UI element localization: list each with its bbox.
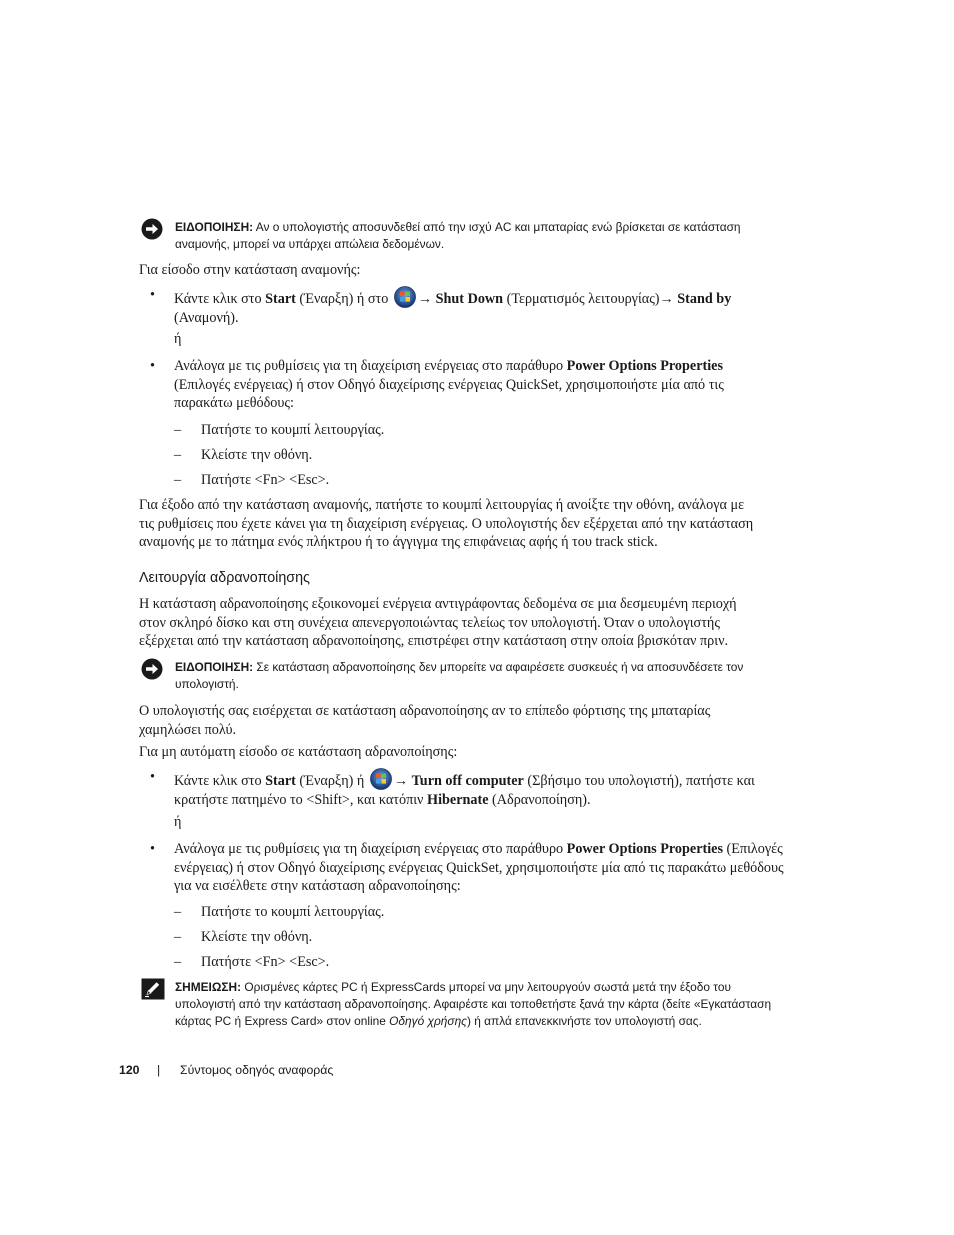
dash: –	[174, 954, 182, 970]
notice-icon	[141, 218, 163, 240]
page-number: 120	[119, 1063, 140, 1077]
note-label: ΣΗΜΕΙΩΣΗ:	[175, 980, 242, 994]
dash: –	[174, 904, 182, 920]
note-pencil-icon	[141, 978, 165, 1000]
standby-bullet-start: Κάντε κλικ στο Start (Έναρξη) ή στο → Shut Down (Τερματισμός λειτουργίας)→ Stand by (Αναμονή).	[174, 286, 824, 327]
or-text: ή	[174, 814, 182, 830]
footer-title: Σύντομος οδηγός αναφοράς	[180, 1063, 334, 1077]
bullet: •	[150, 358, 155, 374]
dash: –	[174, 929, 182, 945]
standby-intro: Για είσοδο στην κατάσταση αναμονής:	[139, 262, 361, 278]
hibernate-bullet-start: Κάντε κλικ στο Start (Έναρξη) ή → Turn off computer (Σβήσιμο του υπολογιστή), πατήστε και κρατήστε πατημένο το <Shift>, και κατόπιν Hibernate (Αδρανοποίηση).	[174, 768, 824, 809]
notice-standby: ΕΙΔΟΠΟΙΗΣΗ: Αν ο υπολογιστής αποσυνδεθεί από την ισχύ AC και μπαταρίας ενώ βρίσκεται σε κατάσταση αναμονής, μπορεί να υπάρχει απώλεια δεδομένων.	[175, 220, 741, 251]
battery-paragraph: Ο υπολογιστής σας εισέρχεται σε κατάσταση αδρανοποίησης αν το επίπεδο φόρτισης της μπαταρίας χαμηλώσει πολύ.	[139, 703, 711, 738]
hibernate-paragraph: Η κατάσταση αδρανοποίησης εξοικονομεί ενέργεια αντιγράφοντας δεδομένα σε μια δεσμευμένη περιοχή στον σκληρό δίσκο και στη συνέχεια απενεργοποιώντας τελείως τον υπολογιστή. Όταν ο υπολογιστής εξέρχεται από την κατάσταση αδρανοποίησης, επιστρέφει στην κατάσταση στην οποία βρισκόταν πριν.	[139, 596, 737, 649]
standby-bullet-power-options: Ανάλογα με τις ρυθμίσεις για τη διαχείριση ενέργειας στο παράθυρο Power Options Properties (Επιλογές ενέργειας) ή στον Οδηγό διαχείρισης ενέργειας QuickSet, χρησιμοποιήστε μία από τις παρακάτω μεθόδους:	[174, 358, 724, 411]
section-heading-hibernate: Λειτουργία αδρανοποίησης	[139, 570, 310, 586]
hibernate-bullet-power-options: Ανάλογα με τις ρυθμίσεις για τη διαχείριση ενέργειας στο παράθυρο Power Options Properties (Επιλογές ενέργειας) ή στον Οδηγό διαχείρισης ενέργειας QuickSet, χρησιμοποιήστε μία από τις παρακάτω μεθόδους για να εισέλθετε στην κατάσταση αδρανοποίησης:	[174, 841, 784, 894]
dash: –	[174, 422, 182, 438]
bullet: •	[150, 287, 155, 303]
notice-hibernate: ΕΙΔΟΠΟΙΗΣΗ: Σε κατάσταση αδρανοποίησης δεν μπορείτε να αφαιρέσετε συσκευές ή να αποσυνδέσετε τον υπολογιστή.	[175, 660, 744, 691]
bullet: •	[150, 769, 155, 785]
footer-separator: |	[157, 1063, 161, 1077]
windows-start-icon	[369, 768, 393, 790]
dash-item: Κλείστε την οθόνη.	[201, 447, 313, 463]
bullet: •	[150, 841, 155, 857]
notice-label: ΕΙΔΟΠΟΙΗΣΗ:	[175, 220, 254, 234]
dash-item: Κλείστε την οθόνη.	[201, 929, 313, 945]
windows-start-icon	[393, 286, 417, 308]
dash: –	[174, 447, 182, 463]
notice-label: ΕΙΔΟΠΟΙΗΣΗ:	[175, 660, 254, 674]
dash-item: Πατήστε <Fn> <Esc>.	[201, 472, 330, 488]
dash-item: Πατήστε το κουμπί λειτουργίας.	[201, 422, 385, 438]
note-expresscards: ΣΗΜΕΙΩΣΗ: Ορισμένες κάρτες PC ή ExpressCards μπορεί να μην λειτουργούν σωστά μετά την έξοδο του υπολογιστή από την κατάσταση αδρανοποίησης. Αφαιρέστε και τοποθετήστε ξανά την κάρτα (δείτε «Εγκατάσταση κάρτας PC ή Express Card» στον online Οδηγό χρήσης) ή απλά επανεκκινήστε τον υπολογιστή σας.	[175, 980, 772, 1028]
dash-item: Πατήστε το κουμπί λειτουργίας.	[201, 904, 385, 920]
standby-exit-paragraph: Για έξοδο από την κατάσταση αναμονής, πατήστε το κουμπί λειτουργίας ή ανοίξτε την οθόνη, ανάλογα με τις ρυθμίσεις που έχετε κάνει για τη διαχείριση ενέργειας. Ο υπολογιστής δεν εξέρχεται από την κατάσταση αναμονής με το πάτημα ενός πλήκτρου ή το άγγιγμα της επιφάνειας αφής ή του track stick.	[139, 497, 754, 550]
dash: –	[174, 472, 182, 488]
or-text: ή	[174, 331, 182, 347]
notice-icon	[141, 658, 163, 680]
hibernate-intro: Για μη αυτόματη είσοδο σε κατάσταση αδρανοποίησης:	[139, 744, 458, 760]
dash-item: Πατήστε <Fn> <Esc>.	[201, 954, 330, 970]
